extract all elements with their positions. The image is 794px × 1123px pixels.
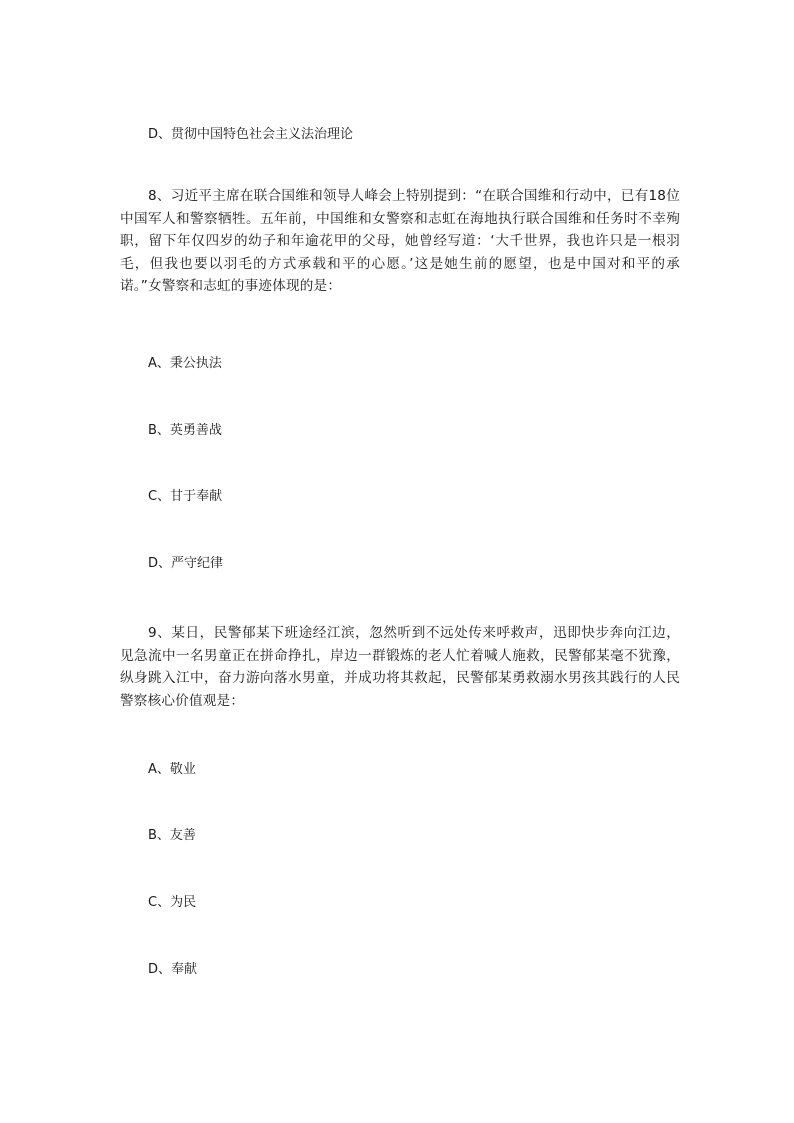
question-8-option-b: B、英勇善战	[148, 423, 222, 438]
question-9-option-a: A、敬业	[148, 762, 196, 777]
prev-question-option-d: D、贯彻中国特色社会主义法治理论	[148, 127, 354, 142]
question-8-option-a: A、秉公执法	[148, 356, 222, 371]
question-8-option-d: D、严守纪律	[148, 556, 224, 571]
question-8-option-c: C、甘于奉献	[148, 489, 223, 504]
question-9-option-c: C、为民	[148, 895, 197, 910]
question-9-text: 9、某日，民警郁某下班途经江滨，忽然听到不远处传来呼救声，迅即快步奔向江边，见急流中一名男童正在拼命挣扎，岸边一群锻炼的老人忙着喊人施救，民警郁某毫不犹豫，纵身跳入江中，奋力游向落水男童，并成功将其救起，民警郁某勇救溺水男孩其践行的人民警察核心价值观是：	[120, 625, 680, 709]
question-8-text: 8、习近平主席在联合国维和领导人峰会上特别提到：“在联合国维和行动中，已有18位中国军人和警察牺牲。五年前，中国维和女警察和志虹在海地执行联合国维和任务时不幸殉职，留下年仅四岁的幼子和年逾花甲的父母，她曾经写道：‘大千世界，我也许只是一根羽毛，但我也要以羽毛的方式承载和平的心愿。’这是她生前的愿望，也是中国对和平的承诺。”女警察和志虹的事迹体现的是：	[120, 188, 680, 294]
question-9-option-d: D、奉献	[148, 962, 198, 977]
question-9-option-b: B、友善	[148, 828, 196, 843]
